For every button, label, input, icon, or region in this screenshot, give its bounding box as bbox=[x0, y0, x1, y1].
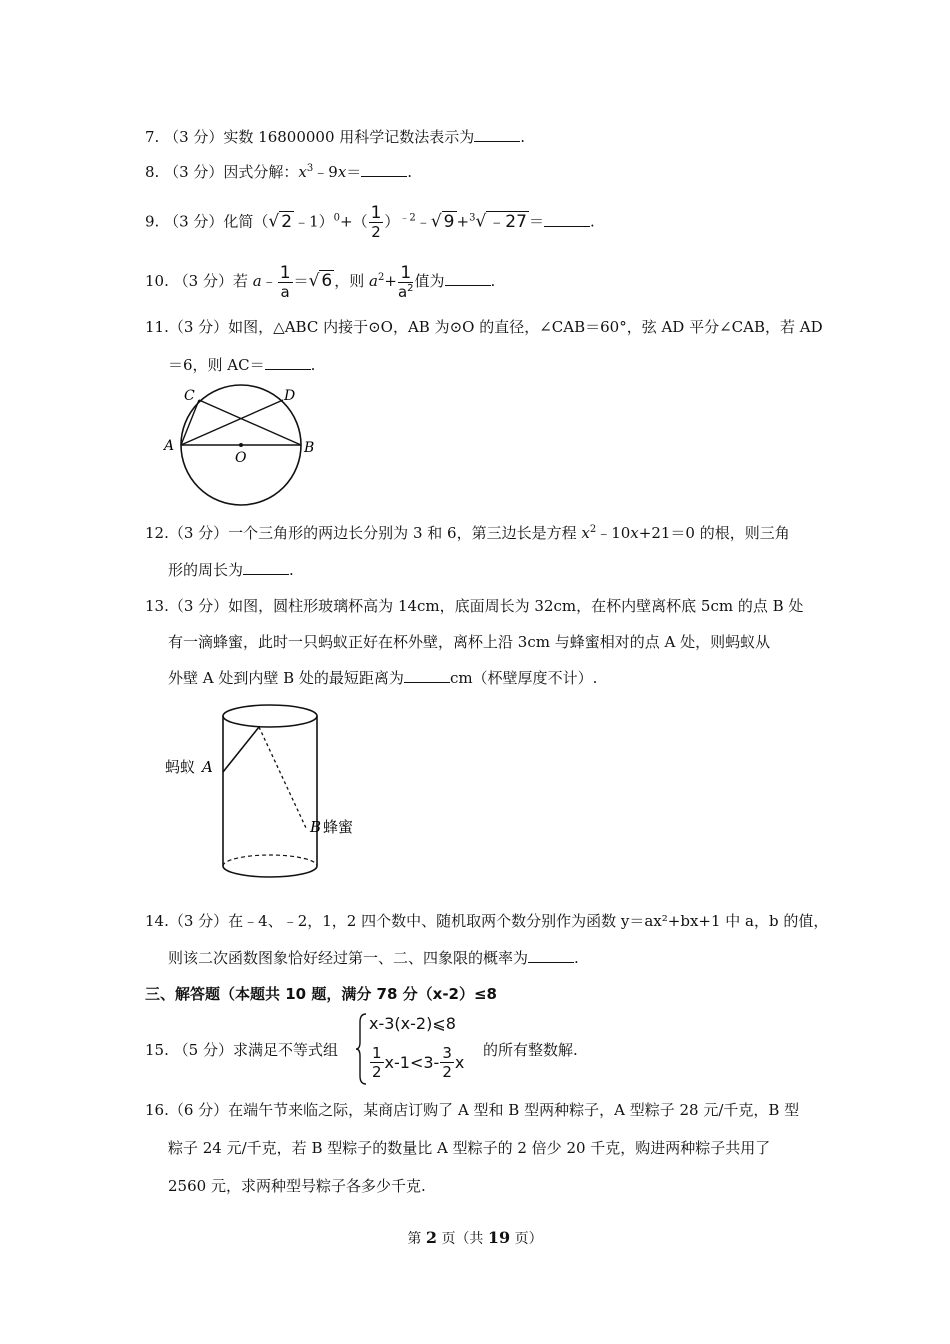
left-brace bbox=[355, 1012, 369, 1086]
label-c: C bbox=[184, 388, 195, 404]
label-a: A bbox=[164, 438, 175, 454]
question-15-tail: 的所有整数解. bbox=[483, 1041, 578, 1059]
circle-figure bbox=[160, 380, 330, 510]
question-16: 16.（6 分）在端午节来临之际，某商店订购了 A 型和 B 型两种粽子，A 型粽子 28 元/千克，B 型 bbox=[145, 1101, 800, 1119]
answer-blank[interactable] bbox=[474, 127, 520, 142]
fraction-1-over-a2: $\frac{1}{a^2}$ bbox=[397, 262, 414, 301]
question-11: 11.（3 分）如图，△ABC 内接于⊙O，AB 为⊙O 的直径，∠CAB＝60°，弦 AD 平分∠CAB，若 AD bbox=[145, 318, 823, 336]
label-d: D bbox=[284, 388, 296, 404]
label-honey: 蜂蜜 bbox=[323, 818, 354, 836]
question-13-line2: 有一滴蜂蜜，此时一只蚂蚁正好在杯外壁，离杯上沿 3cm 与蜂蜜相对的点 A 处，则蚂蚁从 bbox=[168, 633, 771, 651]
answer-blank[interactable] bbox=[445, 271, 491, 286]
question-16-line3: 2560 元，求两种型号粽子各多少千克. bbox=[168, 1177, 426, 1195]
label-o: O bbox=[235, 450, 247, 466]
cuberoot-neg27: √ ﹣27 bbox=[475, 211, 527, 232]
question-14: 14.（3 分）在﹣4、﹣2，1，2 四个数中、随机取两个数分别作为函数 y＝ax²+bx+1 中 a，b 的值， bbox=[145, 912, 829, 930]
label-ant: 蚂蚁 bbox=[165, 758, 196, 776]
center-point bbox=[239, 443, 243, 447]
question-13-line3: 外壁 A 处到内壁 B 处的最短距离为 cm（杯壁厚度不计）. bbox=[168, 669, 598, 687]
sqrt-6: √ 6 bbox=[308, 271, 333, 291]
cylinder-bottom-back bbox=[223, 855, 317, 866]
question-7: 7. （3 分）实数 16800000 用科学记数法表示为 . bbox=[145, 128, 526, 146]
fraction-1-over-a: $\frac{1}{a}$ bbox=[279, 262, 291, 301]
page-footer: 第 2 页（共 19 页） bbox=[407, 1228, 543, 1247]
path-ant bbox=[223, 727, 259, 772]
question-16-line2: 粽子 24 元/千克，若 B 型粽子的数量比 A 型粽子的 2 倍少 20 千克，购进两种粽子共用了 bbox=[168, 1139, 771, 1157]
question-10: 10. （3 分）若 a﹣ $\frac{1}{a}$ ＝√ 6 ，则 $a^2+$ $\frac{1}{a^2}$ 值为 . bbox=[145, 262, 496, 301]
label-b: B bbox=[304, 440, 315, 456]
sqrt-2: √ 2 bbox=[268, 211, 293, 232]
question-14-line2: 则该二次函数图象恰好经过第一、二、四象限的概率为 . bbox=[168, 949, 579, 967]
label-ant-a: A bbox=[202, 758, 213, 776]
answer-blank[interactable] bbox=[544, 212, 590, 227]
label-b: B bbox=[310, 818, 322, 836]
question-8: 8. （3 分）因式分解：$x^3﹣9x=$ . bbox=[145, 163, 413, 181]
cylinder-top bbox=[223, 705, 317, 727]
question-12: 12.（3 分）一个三角形的两边长分别为 3 和 6，第三边长是方程 $x^2﹣10x+21=0$ 的根，则三角 bbox=[145, 524, 790, 542]
answer-blank[interactable] bbox=[361, 162, 407, 177]
chord-cb bbox=[199, 400, 301, 445]
question-12-line2: 形的周长为 . bbox=[168, 561, 294, 579]
page-number: 2 bbox=[425, 1228, 437, 1247]
page-total: 19 bbox=[487, 1228, 511, 1247]
question-13: 13.（3 分）如图，圆柱形玻璃杯高为 14cm，底面周长为 32cm，在杯内壁离杯底 5cm 的点 B 处 bbox=[145, 597, 804, 615]
cylinder-bottom-front bbox=[223, 866, 317, 877]
question-9: 9. （3 分）化简（√ 2 ﹣1）$^0$+（ $\frac{1}{2}$ ）$^{﹣2}$﹣√ 9 +$^3$√ ﹣27 ＝ . bbox=[145, 203, 595, 241]
sqrt-9: √ 9 bbox=[430, 211, 455, 232]
answer-blank[interactable] bbox=[404, 668, 450, 683]
inequality-2: $\frac{1}{2}$ x-1<3- $\frac{3}{2}$ x bbox=[372, 1044, 465, 1081]
answer-blank[interactable] bbox=[265, 355, 311, 370]
answer-blank[interactable] bbox=[528, 948, 574, 963]
section-heading: 三、解答题（本题共 10 题，满分 78 分（x-2）≤8 bbox=[145, 985, 497, 1003]
question-11-line2: ＝6，则 AC＝ . bbox=[168, 356, 316, 374]
cylinder-figure bbox=[160, 700, 380, 890]
inequality-1: x-3(x-2)⩽8 bbox=[369, 1014, 456, 1033]
inequality-system bbox=[355, 1012, 485, 1086]
question-15: 15. （5 分）求满足不等式组 bbox=[145, 1041, 338, 1059]
fraction-half: $\frac{1}{2}$ bbox=[370, 203, 382, 241]
path-honey bbox=[259, 727, 306, 828]
answer-blank[interactable] bbox=[243, 560, 289, 575]
